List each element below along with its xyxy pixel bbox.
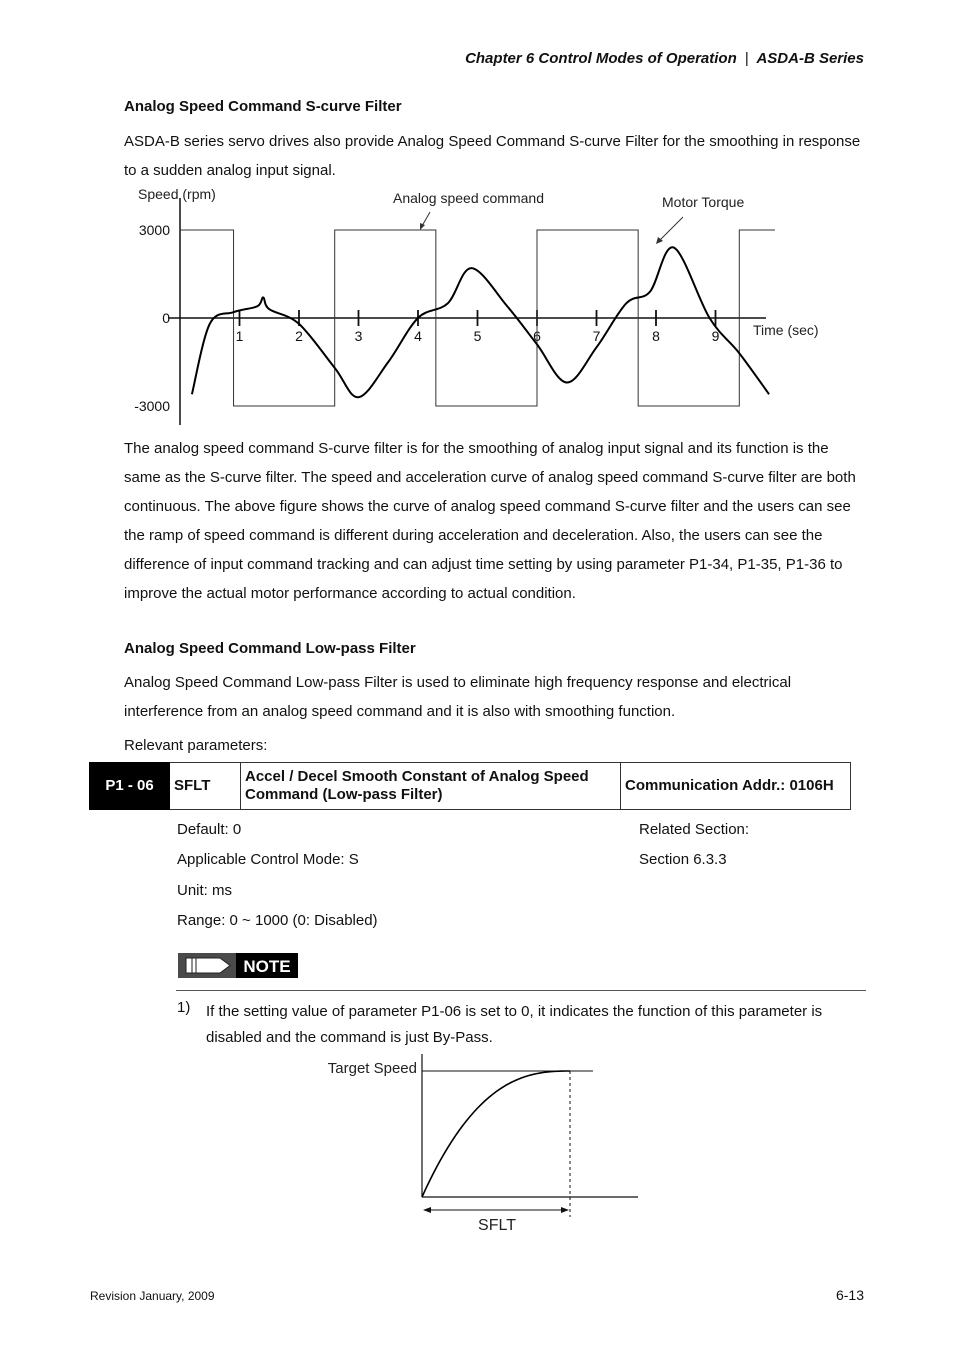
chart-annotation-command: Analog speed command [393,190,544,206]
note-label: NOTE [243,957,291,976]
x-tick-label: 4 [414,328,422,344]
footer-revision: Revision January, 2009 [90,1289,215,1303]
series-motor-torque [192,247,769,397]
lowpass-intro-paragraph: Analog Speed Command Low-pass Filter is used to eliminate high frequency response and electrical interference from an analog speed command and it is also with smoothing function. [124,674,792,720]
param-id: P1 - 06 [90,763,170,810]
section-title-lowpass: Analog Speed Command Low-pass Filter [124,640,416,657]
header-series: ASDA-B Series [756,50,864,67]
parameter-row [90,763,851,810]
param-control-mode: Applicable Control Mode: S [177,851,359,868]
param-unit: Unit: ms [177,882,233,899]
chart-ylabel: Speed (rpm) [138,186,216,202]
sflt-response-curve [422,1071,570,1197]
note-item-text: If the setting value of parameter P1-06 is set to 0, it indicates the function of this parameter is disabled and the command is just By-Pass. [206,1003,823,1046]
note-badge [178,951,300,981]
section-title-scurve: Analog Speed Command S-curve Filter [124,98,402,115]
sflt-chart [300,1050,660,1240]
sflt-arrow-right [561,1207,569,1213]
y-tick-label: -3000 [134,398,170,414]
param-comm-address: Communication Addr.: 0106H [621,763,851,810]
param-default: Default: 0 [177,821,242,838]
scurve-chart [110,180,850,430]
scurve-intro-paragraph: ASDA-B series servo drives also provide Analog Speed Command S-curve Filter for the smoothing in response to a sudden analog input signal. [124,133,861,179]
header-divider: | [744,50,749,67]
y-tick-label: 0 [162,310,170,326]
header-chapter: Chapter 6 Control Modes of Operation [465,50,737,67]
x-tick-label: 8 [652,328,660,344]
footer-page-number: 6-13 [835,1287,864,1303]
x-tick-label: 7 [592,328,601,344]
sflt-ylabel: Target Speed [327,1060,417,1077]
chart-xlabel: Time (sec) [753,322,819,338]
x-tick-label: 2 [295,328,303,344]
note-item-number: 1) [177,999,191,1016]
param-related-label: Related Section: [639,821,750,838]
note-divider [176,990,866,991]
sflt-xlabel: SFLT [478,1217,516,1234]
x-tick-label: 6 [533,328,541,344]
x-tick-label: 5 [473,328,482,344]
scurve-body-paragraph: The analog speed command S-curve filter is for the smoothing of analog input signal and its function is the same as the S-curve filter. The speed and acceleration curve of analog speed command S-curve filter are both continuous. The above figure shows the curve of analog speed command S-curve filter and the users can see the ramp of speed command is different during acceleration and deceleration. Also, the users can see the difference of input command tracking and can adjust time setting by using parameter P1-34, P1-35, P1-36 to improve the actual motor performance according to actual condition. [124,440,856,602]
param-related-value: Section 6.3.3 [639,851,727,868]
relevant-parameters-label: Relevant parameters: [124,737,268,754]
param-code: SFLT [170,763,241,810]
chart-annotation-torque: Motor Torque [662,194,745,210]
torque-annotation-arrow [660,217,683,240]
param-name: Accel / Decel Smooth Constant of Analog Speed Command (Low-pass Filter) [241,763,621,810]
x-tick-label: 3 [354,328,363,344]
command-arrow-head [420,223,425,230]
page-header [465,50,864,67]
x-tick-label: 1 [235,328,244,344]
x-tick-label: 9 [711,328,720,344]
pencil-icon [186,958,230,973]
y-tick-label: 3000 [138,222,170,238]
sflt-arrow-left [423,1207,431,1213]
parameter-table [89,762,851,810]
param-range: Range: 0 ~ 1000 (0: Disabled) [177,912,378,929]
command-annotation-arrow [422,212,430,226]
